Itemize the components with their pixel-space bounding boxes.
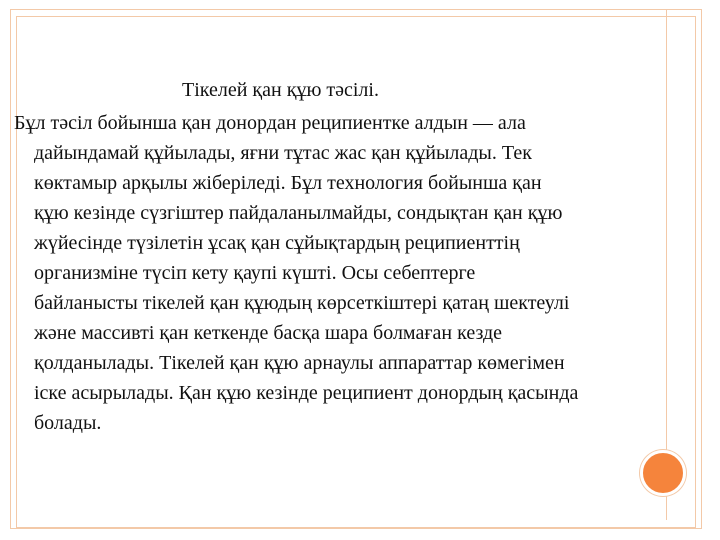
- body-line: жүйесінде түзілетін ұсақ қан сұйықтардың реципиенттің: [34, 232, 520, 254]
- body-line: байланысты тікелей қан құюдың көрсеткіштері қатаң шектеулі: [34, 292, 570, 314]
- body-line: Бұл тәсіл бойынша қан донордан реципиентке алдын — ала: [14, 112, 526, 134]
- body-line: құю кезінде сүзгіштер пайдаланылмайды, сондықтан қан құю: [34, 202, 563, 224]
- body-line: дайындамай құйылады, яғни тұтас жас қан құйылады. Тек: [34, 142, 532, 164]
- body-line: іске асырылады. Қан құю кезінде реципиент донордың қасында: [34, 382, 579, 404]
- decorative-circle-icon: [640, 450, 686, 496]
- body-line: болады.: [34, 412, 102, 434]
- body-line: қолданылады. Тікелей қан құю арнаулы аппараттар көмегімен: [34, 352, 565, 374]
- body-line: және массивті қан кеткенде басқа шара болмаған кезде: [34, 322, 503, 344]
- slide-title: Тікелей қан құю тәсілі.: [182, 79, 379, 101]
- body-line: көктамыр арқылы жіберіледі. Бұл технология бойынша қан: [34, 172, 542, 194]
- slide-body-text: [14, 108, 674, 438]
- body-line: организміне түсіп кету қаупі күшті. Осы себептерге: [34, 262, 476, 284]
